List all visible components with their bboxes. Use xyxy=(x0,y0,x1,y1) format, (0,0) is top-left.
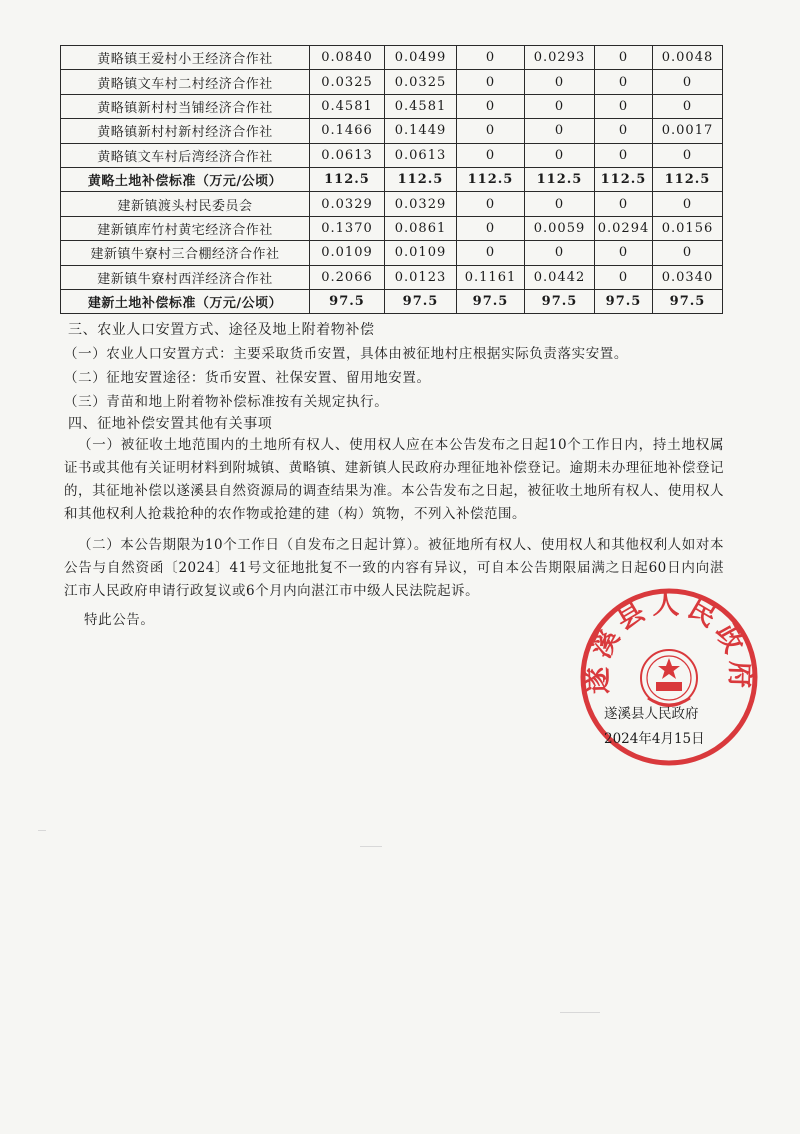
table-cell-value: 0.0156 xyxy=(653,216,723,240)
scan-mark xyxy=(38,830,46,831)
table-cell-value: 0.0840 xyxy=(310,46,385,70)
table-cell-name: 建新镇牛寮村西洋经济合作社 xyxy=(61,265,310,289)
section4-heading: 四、征地补偿安置其他有关事项 xyxy=(68,416,273,432)
table-cell-value: 0 xyxy=(457,46,525,70)
table-cell-value: 0.1370 xyxy=(310,216,385,240)
table-cell-value: 0.0613 xyxy=(310,143,385,167)
table-cell-value: 0 xyxy=(457,216,525,240)
national-emblem-icon xyxy=(641,650,697,706)
table-cell-value: 0 xyxy=(525,192,595,216)
table-cell-value: 112.5 xyxy=(525,167,595,191)
table-cell-value: 0 xyxy=(525,241,595,265)
compensation-table xyxy=(60,45,723,314)
table-cell-value: 0.0442 xyxy=(525,265,595,289)
table-cell-name: 黄略镇新村村当铺经济合作社 xyxy=(61,94,310,118)
table-cell-value: 0.0109 xyxy=(385,241,457,265)
table-cell-value: 0.0059 xyxy=(525,216,595,240)
section3-heading: 三、农业人口安置方式、途径及地上附着物补偿 xyxy=(68,322,375,338)
seal-text: 遂溪县人民政府 xyxy=(582,589,756,695)
table-cell-value: 112.5 xyxy=(310,167,385,191)
table-cell-value: 0.1161 xyxy=(457,265,525,289)
section4-paragraph1 xyxy=(64,434,724,526)
section3-item2: （二）征地安置途径：货币安置、社保安置、留用地安置。 xyxy=(64,370,431,386)
table-cell-value: 0 xyxy=(595,192,653,216)
table-cell-value: 0 xyxy=(457,241,525,265)
table-cell-name: 建新土地补偿标准（万元/公顷） xyxy=(61,289,310,313)
table-cell-value: 0.0293 xyxy=(525,46,595,70)
table-cell-name: 建新镇牛寮村三合棚经济合作社 xyxy=(61,241,310,265)
table-cell-value: 97.5 xyxy=(595,289,653,313)
table-cell-name: 黄略镇文车村后湾经济合作社 xyxy=(61,143,310,167)
table-cell-value: 0.0123 xyxy=(385,265,457,289)
table-cell-value: 0.0294 xyxy=(595,216,653,240)
signature-date: 2024年4月15日 xyxy=(604,731,705,747)
section3-item1: （一）农业人口安置方式：主要采取货币安置，具体由被征地村庄根据实际负责落实安置。 xyxy=(64,346,628,362)
table-cell-value: 0 xyxy=(457,119,525,143)
scan-mark xyxy=(560,1012,600,1013)
table-cell-value: 0.0329 xyxy=(385,192,457,216)
table-cell-value: 0 xyxy=(457,192,525,216)
table-cell-value: 0 xyxy=(525,94,595,118)
table-row xyxy=(61,265,723,289)
table-cell-value: 0 xyxy=(457,94,525,118)
table-cell-value: 0.0325 xyxy=(385,70,457,94)
table-cell-value: 0 xyxy=(525,70,595,94)
table-cell-value: 0.0499 xyxy=(385,46,457,70)
table-cell-name: 黄略镇王爱村小王经济合作社 xyxy=(61,46,310,70)
table-cell-value: 0.0109 xyxy=(310,241,385,265)
table-row xyxy=(61,94,723,118)
table-row xyxy=(61,70,723,94)
table-cell-value: 0 xyxy=(595,265,653,289)
table-cell-value: 0.0613 xyxy=(385,143,457,167)
table-cell-value: 97.5 xyxy=(457,289,525,313)
table-cell-value: 0.2066 xyxy=(310,265,385,289)
table-cell-value: 0 xyxy=(595,46,653,70)
table-cell-name: 黄略土地补偿标准（万元/公顷） xyxy=(61,167,310,191)
table-cell-value: 0 xyxy=(653,143,723,167)
table-cell-value: 0 xyxy=(595,70,653,94)
standard-row xyxy=(61,289,723,313)
section4-para1-text: （一）被征收土地范围内的土地所有权人、使用权人应在本公告发布之日起10个工作日内，持土地权属证书或其他有关证明材料到附城镇、黄略镇、建新镇人民政府办理征地补偿登记。逾期未办理征地补偿登记的，其征地补偿以遂溪县自然资源局的调查结果为准。本公告发布之日起，被征收土地所有权人、使用权人和其他权利人抢栽抢种的农作物或抢建的建（构）筑物，不列入补偿范围。 xyxy=(64,437,724,522)
table-cell-name: 建新镇库竹村黄宅经济合作社 xyxy=(61,216,310,240)
table-cell-name: 建新镇渡头村民委员会 xyxy=(61,192,310,216)
table-cell-value: 0 xyxy=(595,119,653,143)
table-cell-value: 0.0861 xyxy=(385,216,457,240)
table-cell-name: 黄略镇新村村新村经济合作社 xyxy=(61,119,310,143)
table-cell-value: 0.1466 xyxy=(310,119,385,143)
standard-row xyxy=(61,167,723,191)
table-cell-value: 112.5 xyxy=(595,167,653,191)
table-cell-value: 0 xyxy=(595,241,653,265)
section3-item3: （三）青苗和地上附着物补偿标准按有关规定执行。 xyxy=(64,394,389,410)
table-cell-value: 0 xyxy=(595,94,653,118)
table-cell-value: 0.4581 xyxy=(385,94,457,118)
table-cell-value: 0 xyxy=(525,143,595,167)
table-cell-value: 0 xyxy=(595,143,653,167)
table-cell-value: 0 xyxy=(457,70,525,94)
table-cell-value: 112.5 xyxy=(457,167,525,191)
table-row xyxy=(61,216,723,240)
table-cell-value: 0.0325 xyxy=(310,70,385,94)
table-cell-value: 0 xyxy=(653,192,723,216)
table-cell-value: 0.0340 xyxy=(653,265,723,289)
table-cell-value: 0 xyxy=(457,143,525,167)
table-row xyxy=(61,192,723,216)
closing-text: 特此公告。 xyxy=(84,612,155,628)
table-cell-value: 0.0048 xyxy=(653,46,723,70)
table-cell-value: 97.5 xyxy=(385,289,457,313)
table-row xyxy=(61,46,723,70)
table-body xyxy=(61,46,723,314)
table-cell-value: 97.5 xyxy=(310,289,385,313)
table-cell-value: 0.1449 xyxy=(385,119,457,143)
table-cell-value: 0 xyxy=(653,94,723,118)
table-cell-value: 112.5 xyxy=(653,167,723,191)
table-row xyxy=(61,143,723,167)
table-row xyxy=(61,119,723,143)
table-cell-value: 0 xyxy=(653,70,723,94)
table-cell-value: 0.0017 xyxy=(653,119,723,143)
table-cell-value: 0.4581 xyxy=(310,94,385,118)
table-cell-name: 黄略镇文车村二村经济合作社 xyxy=(61,70,310,94)
table-cell-value: 0 xyxy=(653,241,723,265)
scan-mark xyxy=(360,846,382,847)
signature-org: 遂溪县人民政府 xyxy=(604,706,699,722)
table-cell-value: 97.5 xyxy=(525,289,595,313)
table-cell-value: 112.5 xyxy=(385,167,457,191)
section4-para2-text: （二）本公告期限为10个工作日（自发布之日起计算）。被征地所有权人、使用权人和其他权利人如对本公告与自然资函〔2024〕41号文征地批复不一致的内容有异议，可自本公告期限届满之日起60日内向湛江市人民政府申请行政复议或6个月内向湛江市中级人民法院起诉。 xyxy=(64,537,724,599)
table-cell-value: 97.5 xyxy=(653,289,723,313)
table-row xyxy=(61,241,723,265)
table-cell-value: 0.0329 xyxy=(310,192,385,216)
table-cell-value: 0 xyxy=(525,119,595,143)
